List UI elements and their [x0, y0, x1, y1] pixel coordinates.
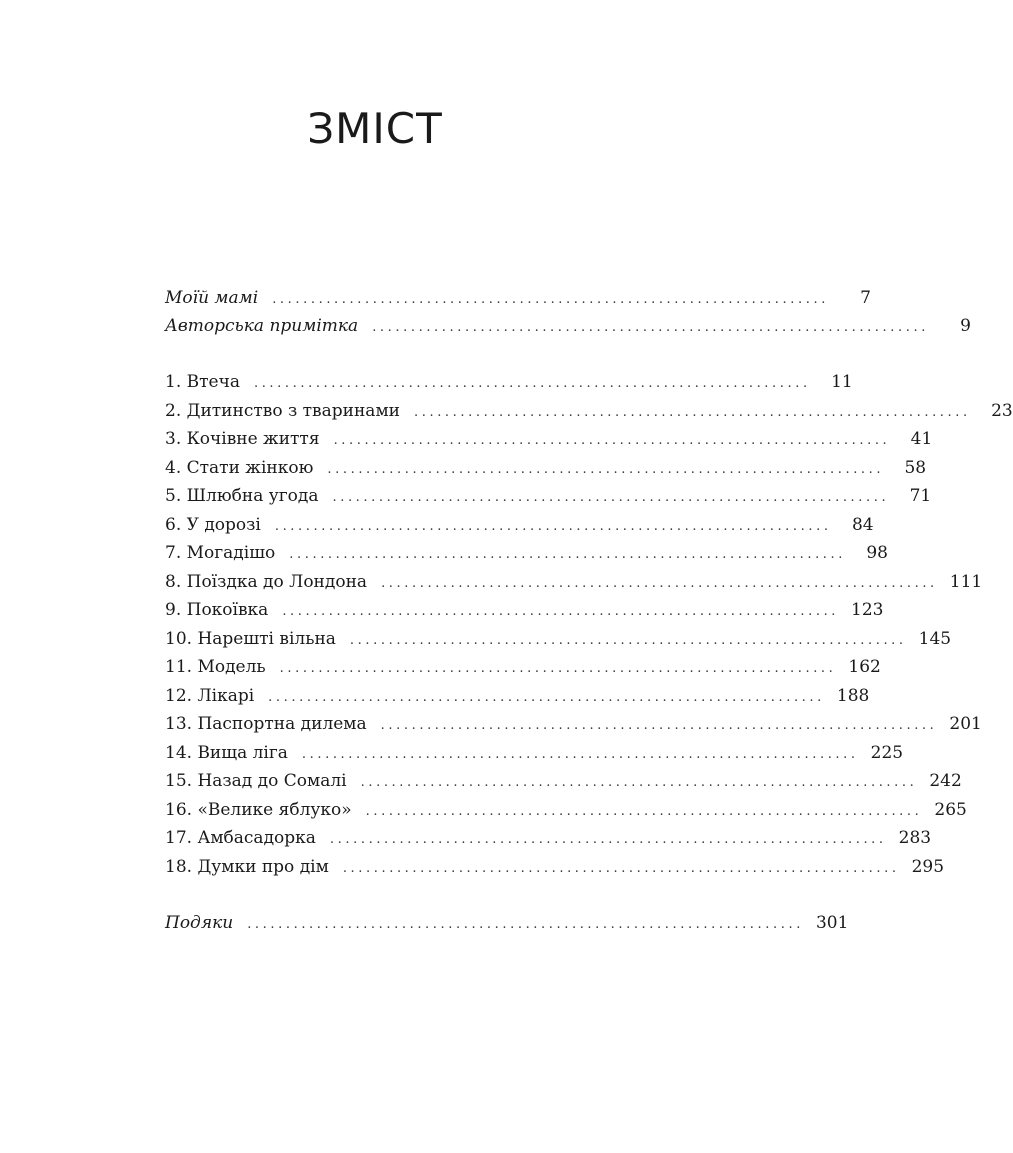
- toc-entry-page: 11: [831, 372, 853, 392]
- toc-entry-label: 7. Могадішо: [165, 543, 276, 563]
- leader-dots: ........................................................................: [272, 292, 829, 307]
- leader-dots: ........................................................................: [327, 461, 885, 477]
- toc-entry-page: 188: [836, 685, 870, 706]
- toc-entry-page: 162: [848, 657, 881, 677]
- leader-dots: ........................................................................: [349, 632, 907, 648]
- leader-dots: ........................................................................: [329, 832, 887, 847]
- leader-dots: ........................................................................: [365, 803, 923, 819]
- toc-entry-page: 41: [910, 429, 933, 449]
- toc-entry-page: 23: [991, 400, 1013, 421]
- toc-entry-chapter-3: [165, 427, 933, 451]
- toc-entry-label: 13. Паспортна дилема: [165, 714, 367, 734]
- toc-entry-back-1: [165, 911, 849, 935]
- toc-entry-front-1: [165, 286, 871, 310]
- toc-entry-label: 11. Модель: [165, 657, 266, 677]
- leader-dots: ........................................................................: [372, 320, 929, 335]
- leader-dots: ........................................................................: [268, 689, 825, 705]
- toc-entry-label: Авторська примітка: [165, 316, 359, 336]
- toc-entry-label: 5. Шлюбна угода: [165, 486, 319, 506]
- toc-entry-chapter-2: [165, 399, 1013, 423]
- leader-dots: ........................................................................: [414, 404, 971, 420]
- toc-entry-page: 71: [909, 486, 932, 506]
- toc-entry-label: Моїй мамі: [165, 288, 259, 308]
- toc-entry-page: 265: [934, 799, 967, 820]
- toc-entry-label: 10. Нарешті вільна: [165, 628, 336, 649]
- toc-entry-chapter-12: [165, 684, 870, 708]
- toc-entry-chapter-17: [165, 826, 932, 850]
- toc-entry-front-2: [165, 314, 971, 338]
- leader-dots: ........................................................................: [247, 917, 804, 932]
- toc-entry-label: Подяки: [165, 913, 234, 933]
- toc-entry-page: 283: [898, 828, 932, 848]
- toc-entry-chapter-15: [165, 769, 962, 793]
- leader-dots: ........................................................................: [274, 518, 832, 534]
- toc-entry-label: 1. Втеча: [165, 372, 240, 392]
- leader-dots: ........................................................................: [332, 490, 890, 505]
- toc-entry-page: 201: [949, 714, 982, 734]
- toc-entry-page: 98: [866, 543, 888, 563]
- toc-entry-page: 111: [949, 571, 983, 592]
- toc-entry-page: 301: [815, 913, 849, 933]
- toc-entry-label: 18. Думки про дім: [165, 856, 329, 877]
- toc-entry-chapter-5: [165, 484, 932, 508]
- toc-entry-page: 7: [860, 288, 871, 308]
- toc-entry-chapter-11: [165, 655, 881, 679]
- toc-entry-page: 58: [904, 457, 927, 478]
- toc-entry-chapter-9: [165, 598, 884, 622]
- toc-entry-chapter-16: [165, 798, 967, 822]
- toc-entry-label: 17. Амбасадорка: [165, 828, 316, 848]
- leader-dots: ........................................................................: [342, 860, 900, 876]
- toc-entry-page: 295: [911, 856, 945, 877]
- toc-entry-label: 4. Стати жінкою: [165, 457, 314, 478]
- toc-entry-label: 2. Дитинство з тваринами: [165, 400, 400, 421]
- toc-entry-page: 242: [929, 771, 962, 791]
- toc-entry-label: 15. Назад до Сомалі: [165, 771, 347, 791]
- leader-dots: ........................................................................: [282, 604, 840, 619]
- toc-entry-label: 14. Вища ліга: [165, 742, 288, 763]
- page-title: ЗМІСТ: [307, 104, 443, 153]
- toc-entry-chapter-7: [165, 541, 888, 565]
- toc-entry-chapter-4: [165, 456, 927, 480]
- toc-entry-label: 8. Поїздка до Лондона: [165, 571, 368, 592]
- toc-entry-chapter-13: [165, 712, 982, 736]
- toc-entry-chapter-1: [165, 370, 853, 394]
- toc-entry-page: 123: [851, 600, 884, 620]
- leader-dots: ........................................................................: [289, 547, 846, 562]
- leader-dots: ........................................................................: [333, 433, 891, 448]
- leader-dots: ........................................................................: [381, 575, 938, 591]
- toc-entry-page: 225: [870, 742, 904, 763]
- toc-entry-page: 84: [851, 514, 874, 535]
- toc-entry-label: 9. Покоївка: [165, 600, 269, 620]
- toc-entry-chapter-18: [165, 855, 945, 879]
- leader-dots: ........................................................................: [279, 661, 837, 676]
- toc-entry-label: 12. Лікарі: [165, 685, 255, 706]
- toc-entry-label: 3. Кочівне життя: [165, 429, 320, 449]
- toc-entry-chapter-8: [165, 570, 983, 594]
- leader-dots: ........................................................................: [301, 746, 859, 762]
- toc-entry-chapter-14: [165, 741, 904, 765]
- toc-entry-page: 9: [960, 316, 971, 336]
- leader-dots: ........................................................................: [360, 775, 918, 790]
- toc-entry-label: 16. «Велике яблуко»: [165, 799, 352, 820]
- toc-entry-chapter-10: [165, 627, 952, 651]
- toc-entry-chapter-6: [165, 513, 874, 537]
- leader-dots: ........................................................................: [380, 718, 938, 733]
- leader-dots: ........................................................................: [253, 376, 811, 391]
- toc-entry-label: 6. У дорозі: [165, 514, 261, 535]
- toc-entry-page: 145: [918, 628, 952, 649]
